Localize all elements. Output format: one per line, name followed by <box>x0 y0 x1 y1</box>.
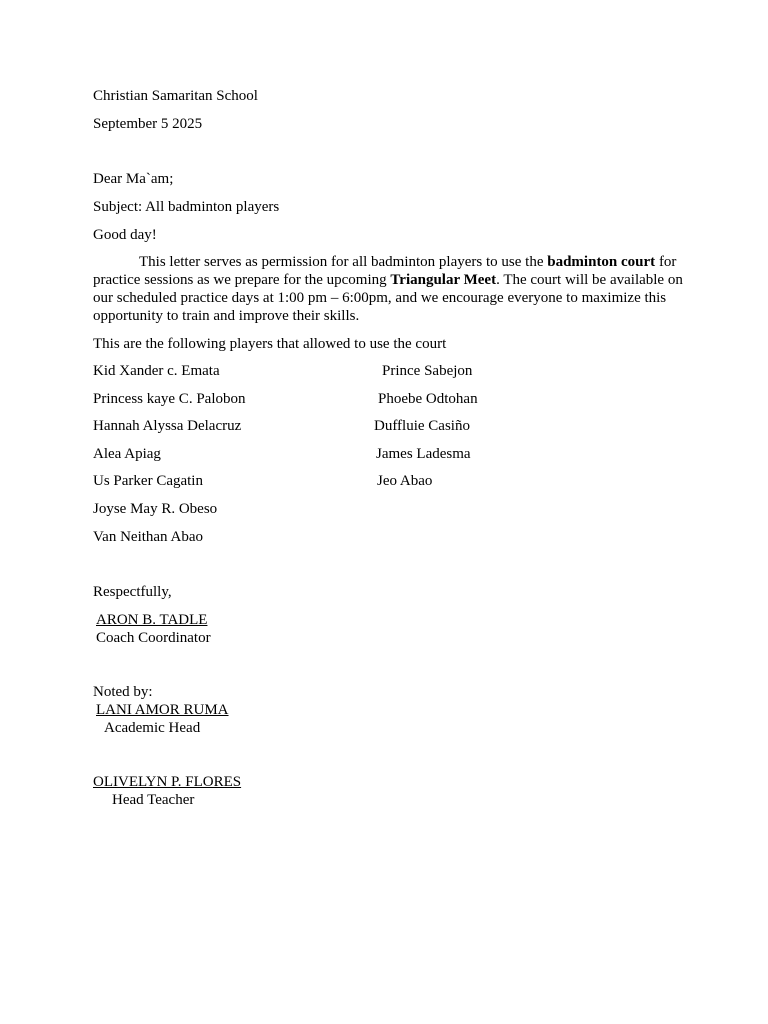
player-left: Hannah Alyssa Delacruz <box>93 418 242 434</box>
greeting: Good day! <box>93 227 157 243</box>
subject-line: Subject: All badminton players <box>93 199 280 215</box>
coach-name: ARON B. TADLE <box>96 612 208 628</box>
body-text-2: for practice sessions as we prepare for the upcoming <box>93 254 677 288</box>
player-right: Phoebe Odtohan <box>378 391 478 407</box>
player-left: Us Parker Cagatin <box>93 473 203 489</box>
body-text-1: This letter serves as permission for all badminton players to use the <box>139 254 548 270</box>
player-left: Joyse May R. Obeso <box>93 501 218 517</box>
academic-head-title: Academic Head <box>104 720 201 736</box>
coach-title: Coach Coordinator <box>96 630 211 646</box>
player-left: Van Neithan Abao <box>93 529 203 545</box>
list-intro: This are the following players that allowed to use the court <box>93 336 447 352</box>
body-paragraph <box>93 253 683 325</box>
noted-by-label: Noted by: <box>93 684 153 700</box>
body-bold-meet: Triangular Meet <box>390 272 497 288</box>
body-bold-court: badminton court <box>547 254 656 270</box>
player-right: Jeo Abao <box>377 473 433 489</box>
player-right: Prince Sabejon <box>382 363 473 379</box>
letter-date: September 5 2025 <box>93 116 203 132</box>
player-right: Duffluie Casiño <box>374 418 470 434</box>
player-left: Princess kaye C. Palobon <box>93 391 246 407</box>
player-left: Kid Xander c. Emata <box>93 363 220 379</box>
school-name: Christian Samaritan School <box>93 88 258 104</box>
academic-head-name: LANI AMOR RUMA <box>96 702 229 718</box>
head-teacher-title: Head Teacher <box>112 792 195 808</box>
salutation: Dear Ma`am; <box>93 171 174 187</box>
player-left: Alea Apiag <box>93 446 161 462</box>
closing: Respectfully, <box>93 584 172 600</box>
player-right: James Ladesma <box>376 446 471 462</box>
head-teacher-name: OLIVELYN P. FLORES <box>93 774 242 790</box>
body-text-3: . The court will be available on our scheduled practice days at 1:00 pm – 6:00pm, and we encourage everyone to maximize this opportunity to train and improve their skills. <box>93 272 683 324</box>
